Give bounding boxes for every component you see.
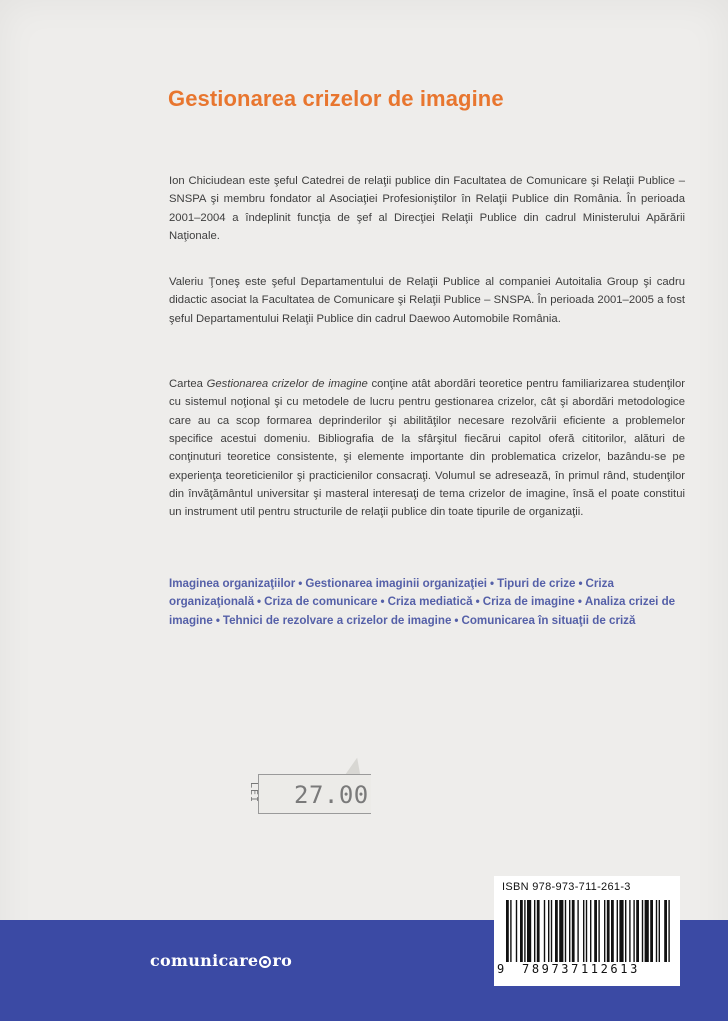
keyword: Criza de comunicare bbox=[264, 595, 378, 609]
barcode-bar bbox=[617, 900, 618, 962]
keyword-separator: • bbox=[475, 595, 480, 609]
description-book-title: Gestionarea crizelor de imagine bbox=[206, 378, 368, 390]
book-description bbox=[169, 375, 685, 522]
keyword: Tehnici de rezolvare a crizelor de imagine bbox=[222, 613, 452, 627]
barcode-bar bbox=[604, 900, 605, 962]
keyword-separator: • bbox=[454, 613, 459, 627]
barcode-bar bbox=[583, 900, 584, 962]
keyword: Criza mediatică bbox=[387, 595, 473, 609]
keyword: Gestionarea imaginii organizaţiei bbox=[305, 577, 488, 590]
keyword-separator: • bbox=[298, 577, 303, 590]
barcode-bar bbox=[506, 900, 509, 962]
barcode-bar bbox=[619, 900, 623, 962]
keyword-separator: • bbox=[257, 595, 262, 609]
barcode-bar bbox=[524, 900, 525, 962]
barcode-bar bbox=[577, 900, 578, 962]
barcode-bar bbox=[668, 900, 669, 962]
barcode-bar bbox=[548, 900, 549, 962]
barcode-bar bbox=[520, 900, 523, 962]
keyword: Criza organizaţională bbox=[169, 577, 614, 609]
keyword: Analiza crizei de imagine bbox=[169, 595, 676, 627]
description-body: conţine atât abordări teoretice pentru familiarizarea studenţilor cu sistemul noţional şi cu metodele de lucru pentru gestionarea crizelor, cât şi abordări metodologice care au ca scop formarea deprinderilor şi abilităţilor necesare rezolvării eficiente a problemelor specifice acestui domeniu. Bibliografia de la sfârşitul fiecărui capitol oferă cititorilor, alături de conţinuturi teoretice consistente, şi elemente importante din problematica crizelor, bazându-se pe experienţa teoreticienilor şi practicienilor consacraţi. Volumul se adresează, în primul rând, studenţilor din învăţământul universitar şi masteral interesaţi de tema crizelor de imagine, însă el poate constitui un instrument util pentru structurile de relaţii publice din toate tipurile de organizaţii. bbox=[169, 378, 685, 519]
barcode-bar bbox=[598, 900, 599, 962]
keyword-list bbox=[169, 575, 685, 630]
barcode-bar bbox=[664, 900, 667, 962]
barcode-bar bbox=[537, 900, 540, 962]
keyword: Tipuri de crize bbox=[497, 577, 576, 590]
barcode-bar bbox=[594, 900, 597, 962]
price-currency: LEI bbox=[248, 782, 259, 804]
barcode-bar bbox=[636, 900, 639, 962]
barcode-bar bbox=[516, 900, 517, 962]
barcode-bar bbox=[569, 900, 570, 962]
isbn-label: ISBN 978-973-711-261-3 bbox=[502, 881, 631, 893]
barcode-lead-digit: 9 bbox=[497, 962, 505, 976]
barcode-bar bbox=[625, 900, 626, 962]
publisher-logo bbox=[150, 951, 292, 970]
keyword: Imaginea organizaţiilor bbox=[169, 577, 296, 590]
keyword: Criza de imagine bbox=[482, 595, 575, 609]
keyword-separator: • bbox=[380, 595, 385, 609]
barcode-bar bbox=[555, 900, 558, 962]
logo-dot-icon bbox=[259, 956, 271, 968]
barcode-icon bbox=[500, 896, 676, 970]
author-bio-tones: Valeriu Ţoneş este şeful Departamentului de Relaţii Publice al companiei Autoitalia Group şi cadru didactic asociat la Facultatea de Comunicare şi Relaţii Publice – SNSPA. În perioada 2001–2005 a fost şeful Departamentului Relaţii Publice din cadrul Daewoo Automobile România. bbox=[169, 276, 685, 325]
barcode-bar bbox=[611, 900, 614, 962]
publisher-name-part: ro bbox=[272, 951, 293, 970]
barcode-bar bbox=[650, 900, 653, 962]
barcode-bar bbox=[551, 900, 552, 962]
publisher-name-part: comunicare bbox=[150, 951, 259, 970]
keyword: Comunicarea în situaţii de criză bbox=[461, 613, 636, 627]
barcode-bar bbox=[659, 900, 660, 962]
price-amount: 27.00 bbox=[294, 781, 369, 809]
barcode-bar bbox=[559, 900, 563, 962]
keyword-separator: • bbox=[578, 577, 583, 590]
barcode-bar bbox=[544, 900, 545, 962]
book-title: Gestionarea crizelor de imagine bbox=[168, 86, 504, 111]
description-lead: Cartea bbox=[169, 378, 207, 390]
barcode-bar bbox=[565, 900, 566, 962]
barcode-bar bbox=[572, 900, 575, 962]
author-bio-chiciudean: Ion Chiciudean este şeful Catedrei de relaţii publice din Facultatea de Comunicare şi Relaţii Publice – SNSPA şi membru fondator al Asociaţiei Profesioniştilor în Relaţii Publice din România. În perioada 2001–2004 a îndeplinit funcţia de şef al Direcţiei Relaţii Publice din cadrul Ministerului Apărării Naţionale. bbox=[169, 175, 685, 243]
barcode-bar bbox=[642, 900, 643, 962]
keyword-separator: • bbox=[215, 613, 220, 627]
barcode-bar bbox=[534, 900, 535, 962]
keyword-separator: • bbox=[490, 577, 495, 590]
barcode-bar bbox=[629, 900, 630, 962]
keyword-separator: • bbox=[577, 595, 582, 609]
barcode-bar bbox=[510, 900, 511, 962]
barcode-bar bbox=[527, 900, 531, 962]
barcode-bar bbox=[590, 900, 591, 962]
barcode-bar bbox=[656, 900, 657, 962]
barcode-digits: 789737112613 bbox=[522, 962, 640, 976]
barcode-bar bbox=[586, 900, 587, 962]
barcode-bar bbox=[607, 900, 610, 962]
barcode-bar bbox=[645, 900, 649, 962]
barcode-bar bbox=[633, 900, 634, 962]
